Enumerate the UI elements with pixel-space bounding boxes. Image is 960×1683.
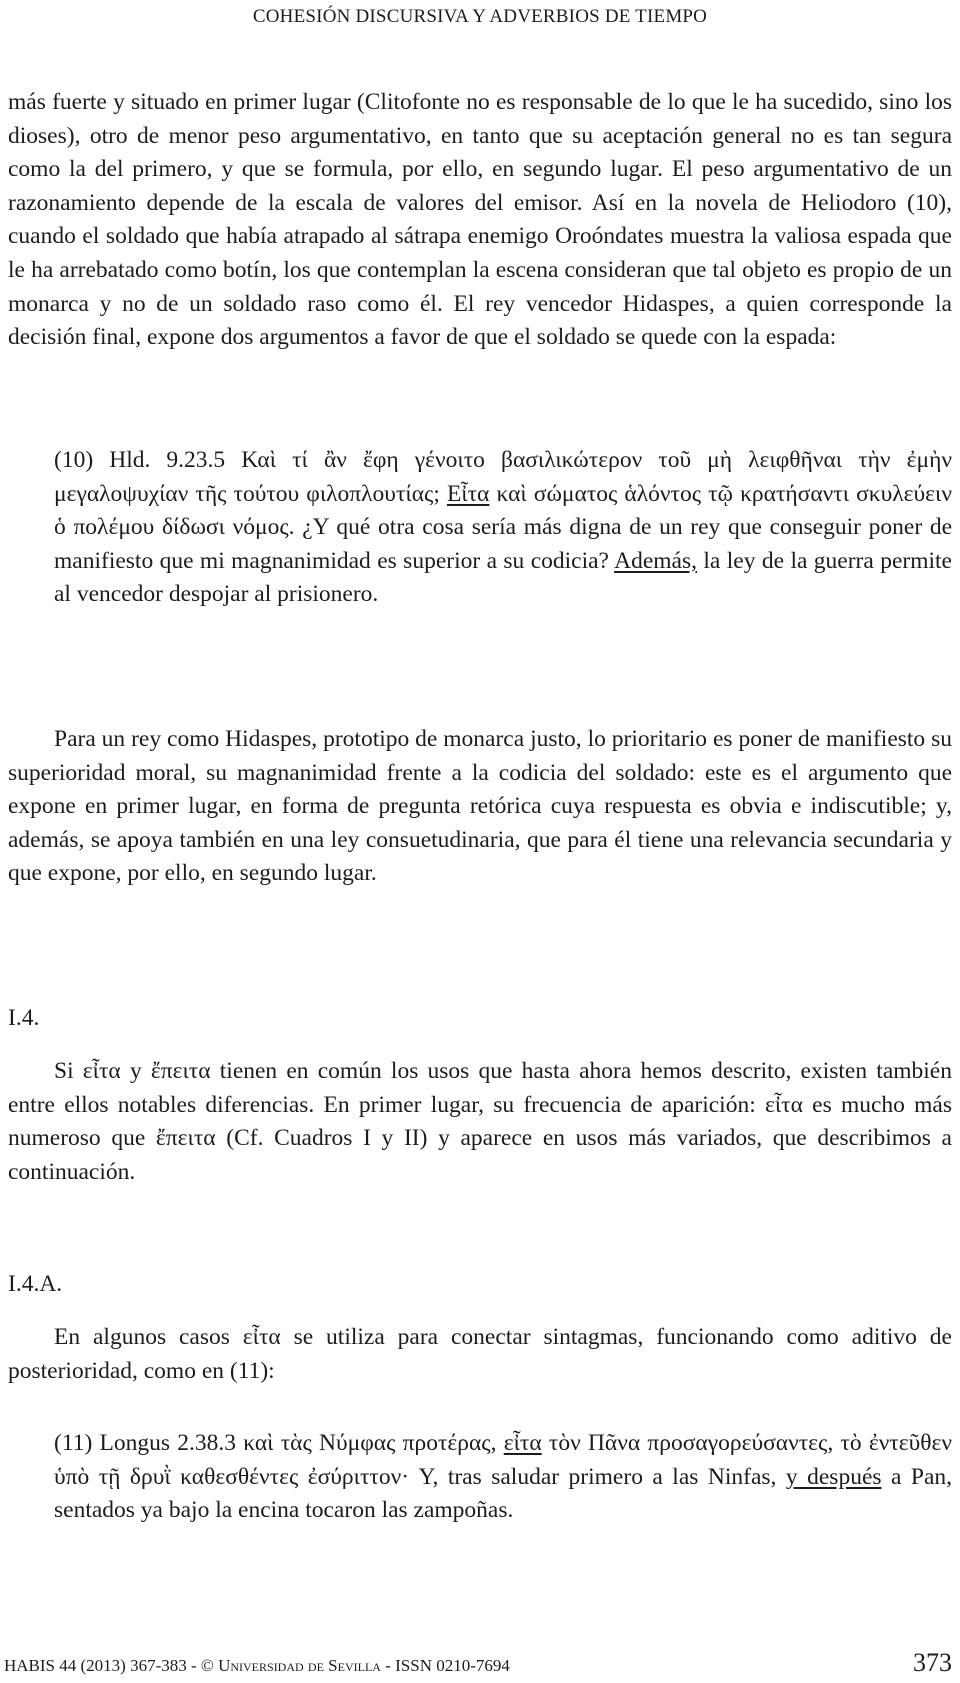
paragraph-3 xyxy=(8,1055,952,1189)
heading-text: I.4. xyxy=(8,1005,40,1031)
translation: la ley de la guerra permite al vencedor despojar al prisionero. xyxy=(54,547,952,608)
greek-quote: καὶ σώματος ἁλόντος τῷ κρατήσαντι σκυλεύειν ὁ πολέμου δίδωσι νόμος. xyxy=(54,480,952,541)
example-block xyxy=(54,444,952,612)
underlined-connector: εἶτα xyxy=(503,1430,542,1456)
example-block xyxy=(54,1427,952,1528)
body-text: Para un rey como Hidaspes, prototipo de monarca justo, lo prioritario es poner de manifiesto su superioridad moral, su magnanimidad frente a la codicia del soldado: este es el argumento que expone en primer lugar, en forma de pregunta retórica cuya respuesta es obvia e indiscutible; y, además, se apoya también en una ley consuetudinaria, que para él tiene una relevancia secundaria y que expone, por ello, en segundo lugar. xyxy=(8,726,952,887)
section-heading xyxy=(8,1268,952,1302)
journal-citation xyxy=(4,1656,510,1676)
running-head: COHESIÓN DISCURSIVA Y ADVERBIOS DE TIEMPO xyxy=(252,6,708,27)
paragraph-1 xyxy=(8,86,952,355)
paragraph-2 xyxy=(8,723,952,891)
translation: Y, tras saludar primero a las Ninfas, xyxy=(418,1463,777,1490)
translation: ¿Y qué otra cosa sería más digna de un rey que conseguir poner de manifiesto que mi magnanimidad es superior a su codicia? xyxy=(54,514,953,574)
section-heading xyxy=(8,1002,952,1036)
translation: a Pan, sentados ya bajo la encina tocaron las zampoñas. xyxy=(54,1463,953,1524)
publisher: Universidad de Sevilla xyxy=(218,1656,381,1675)
journal-name: HABIS 44 (2013) 367-383 - © xyxy=(4,1656,214,1675)
page-footer xyxy=(4,1650,952,1678)
example-10 xyxy=(8,444,952,612)
greek-quote: τὸν Πᾶνα προσαγορεύσαντες, τὸ ἐντεῦθεν ὑπὸ τῇ δρυῒ καθεσθέντες ἐσύριττον· xyxy=(54,1430,953,1490)
greek-quote: Καὶ τί ἂν ἔφη γένοιτο βασιλικώτερον τοῦ μὴ λειφθῆναι τὴν ἐμὴν μεγαλοψυχίαν τῆς τούτου φιλοπλουτίας; xyxy=(54,447,953,507)
paragraph-4 xyxy=(8,1321,952,1388)
example-11 xyxy=(8,1427,952,1528)
issn: - ISSN 0210-7694 xyxy=(385,1656,510,1675)
underlined-connector: Εἶτα xyxy=(446,480,490,507)
page-number: 373 xyxy=(913,1648,952,1677)
example-reference: (10) Hld. 9.23.5 xyxy=(54,447,226,473)
body-text: En algunos casos εἶτα se utiliza para conectar sintagmas, funcionando como aditivo de posterioridad, como en (11): xyxy=(8,1324,952,1384)
heading-text: I.4.A. xyxy=(8,1271,63,1297)
underlined-connector: Además, xyxy=(614,547,697,574)
example-reference: (11) Longus 2.38.3 xyxy=(54,1430,236,1456)
body-text: más fuerte y situado en primer lugar (Clitofonte no es responsable de lo que le ha sucedido, sino los dioses), otro de menor peso argumentativo, en tanto que su aceptación general no es tan segura como la del primero, y que se formula, por ello, en segundo lugar. El peso argumentativo de un razonamiento depende de la escala de valores del emisor. Así en la novela de Heliodoro (10), cuando el soldado que había atrapado al sátrapa enemigo Oroóndates muestra la valiosa espada que le ha arrebatado como botín, los que contemplan la escena consideran que tal objeto es propio de un monarca y no de un soldado raso como él. El rey vencedor Hidaspes, a quien corresponde la decisión final, expone dos argumentos a favor de que el soldado se quede con la espada: xyxy=(8,89,952,351)
greek-quote: καὶ τὰς Νύμφας προτέρας, xyxy=(243,1430,497,1456)
underlined-connector: y después xyxy=(785,1463,882,1490)
body-text: Si εἶτα y ἔπειτα tienen en común los usos que hasta ahora hemos descrito, existen también entre ellos notables diferencias. En primer lugar, su frecuencia de aparición: εἶτα es mucho más numeroso que ἔπειτα (Cf. Cuadros I y II) y aparece en usos más variados, que describimos a continuación. xyxy=(8,1058,952,1185)
